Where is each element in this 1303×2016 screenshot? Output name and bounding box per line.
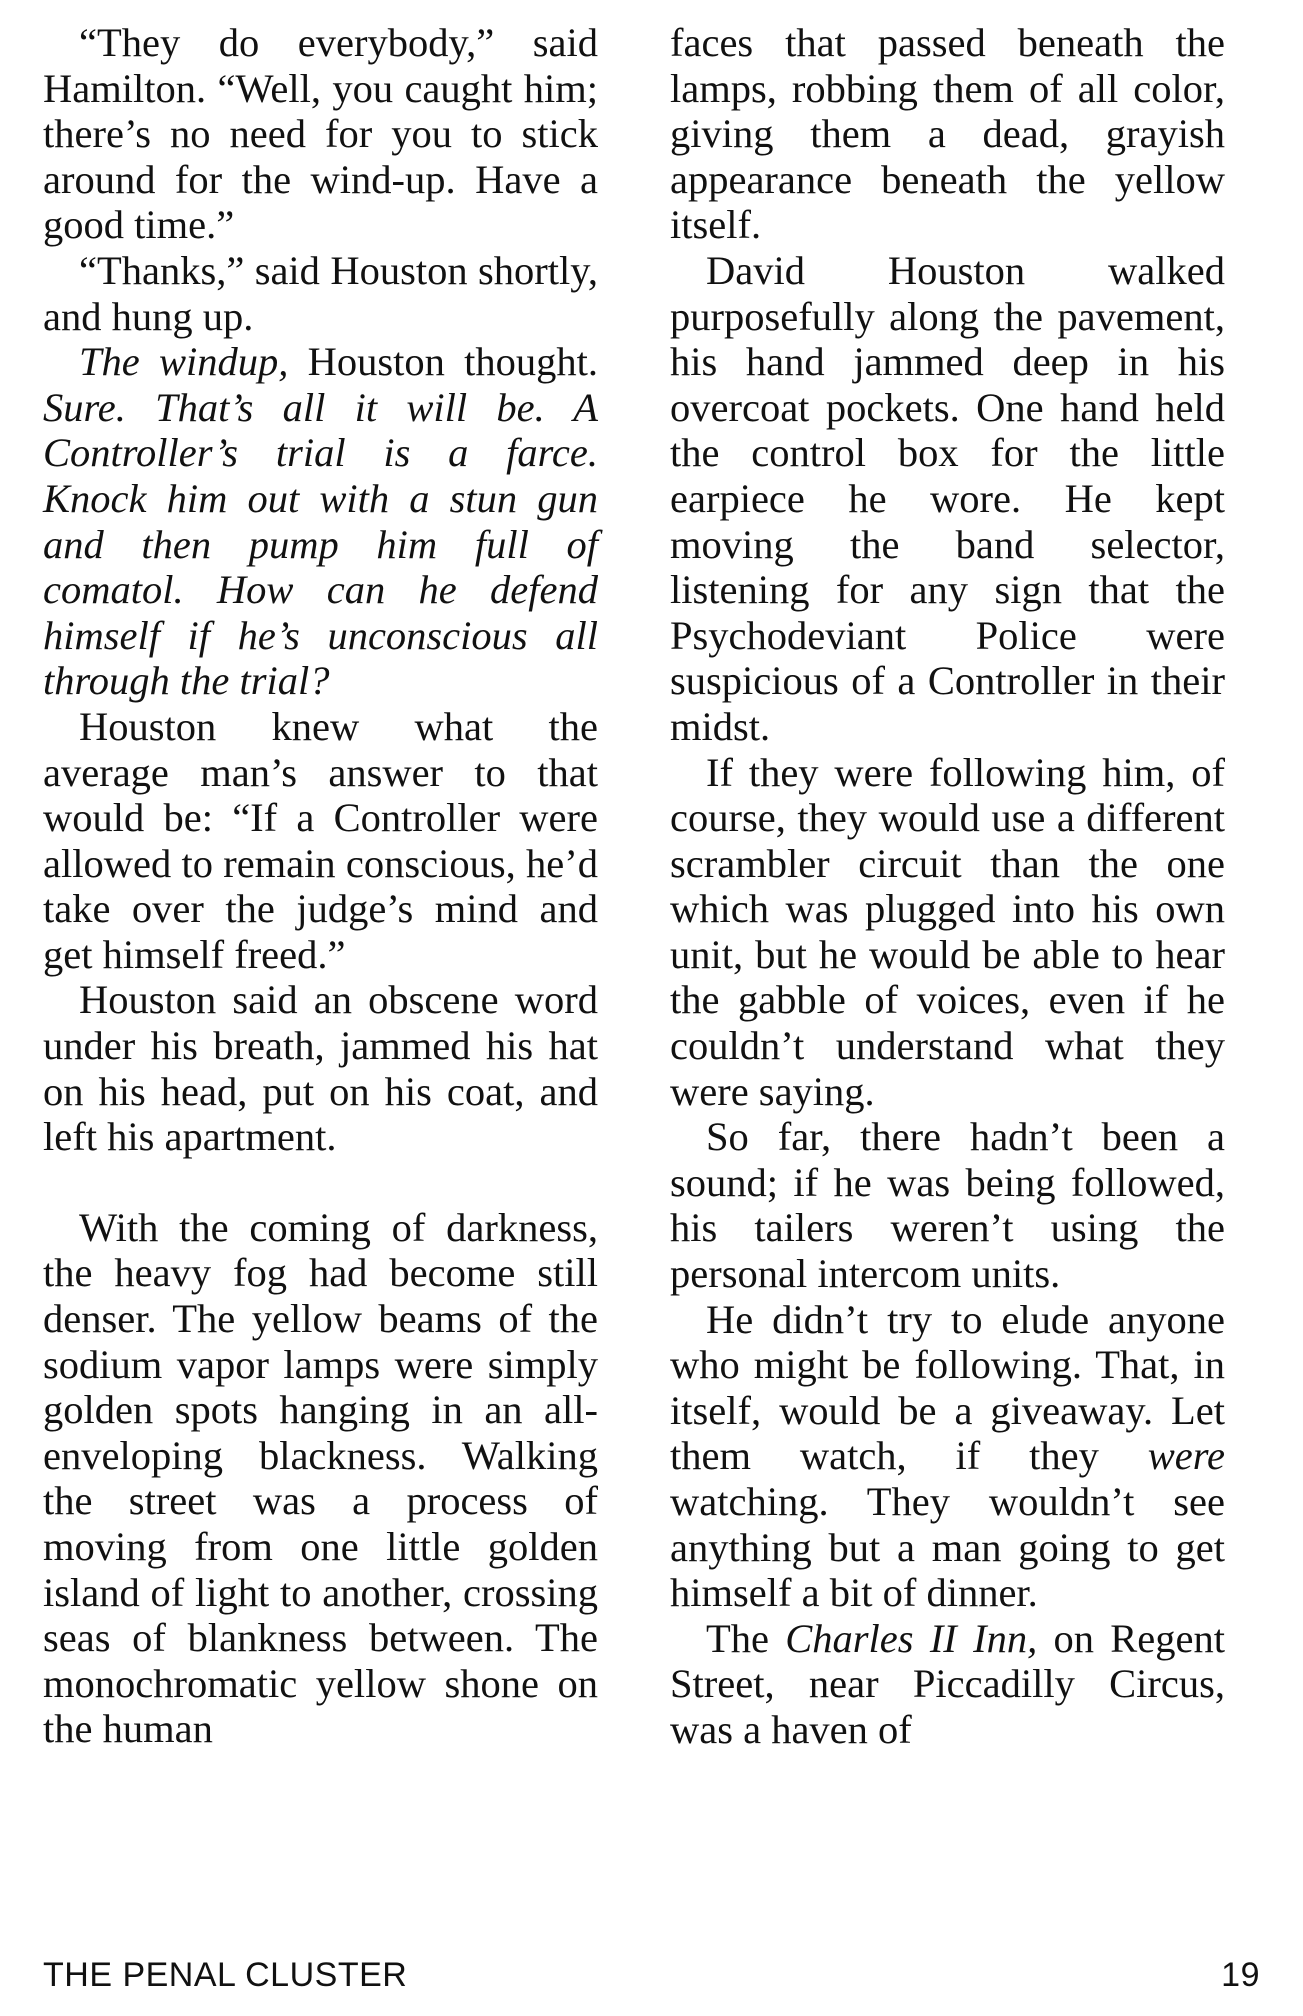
paragraph-text: on Regent Street, near Piccadilly Circus, was a haven of (670, 1615, 1226, 1752)
paragraph-text: So far, there hadn’t been a sound; if he was being followed, his tailers weren’t using the personal intercom units. (670, 1114, 1225, 1297)
paragraph (670, 1297, 1225, 1616)
paragraph (670, 248, 1225, 750)
text-column-left (43, 20, 598, 1752)
paragraph (43, 1205, 598, 1752)
paragraph (43, 339, 598, 704)
paragraph-text: faces that passed beneath the lamps, robbing them of all color, giving them a dead, grayish appearance beneath the yellow itself. (670, 20, 1225, 248)
running-title: THE PENAL CLUSTER (43, 1956, 408, 1994)
page-footer (43, 1950, 1260, 2000)
page-number: 19 (1221, 1956, 1260, 1994)
italic-text: Charles II Inn, (785, 1615, 1038, 1661)
paragraph (43, 20, 598, 248)
paragraph (43, 704, 598, 978)
paragraph (670, 1114, 1225, 1296)
paragraph-text: “Thanks,” said Houston shortly, and hung up. (43, 247, 598, 339)
paragraph-text: If they were following him, of course, they would use a different scrambler circuit than the one which was plugged into his own unit, but he would be able to hear the gabble of voices, even if he couldn’t understand what they were saying. (670, 749, 1225, 1114)
paragraph (670, 1616, 1225, 1753)
paragraph (670, 20, 1225, 248)
paragraph (43, 977, 598, 1159)
italic-text: were (1147, 1433, 1225, 1479)
paragraph-text: watching. They wouldn’t see anything but a man going to get himself a bit of dinner. (670, 1479, 1225, 1616)
paragraph-text: The (706, 1615, 786, 1661)
paragraph (43, 248, 598, 339)
paragraph-text: With the coming of darkness, the heavy fog had become still denser. The yellow beams of the sodium vapor lamps were simply golden spots hanging in an all-enveloping blackness. Walking the street was a process of moving from one little golden island of light to another, crossing seas of blankness between. The monochromatic yellow shone on the human (43, 1204, 598, 1752)
text-column-right (670, 20, 1225, 1753)
paragraph (670, 750, 1225, 1115)
paragraph-text: “They do everybody,” said Hamilton. “Well, you caught him; there’s no need for you to stick around for the wind-up. Have a good time.” (43, 20, 598, 248)
paragraph-text: Houston thought. (288, 339, 599, 385)
paragraph-text: He didn’t try to elude anyone who might be following. That, in itself, would be a giveaway. Let them watch, if they (670, 1296, 1225, 1479)
italic-text: The windup, (79, 339, 289, 385)
paragraph-text: David Houston walked purposefully along the pavement, his hand jammed deep in his overcoat pockets. One hand held the control box for the little earpiece he wore. He kept moving the band selector, listening for any sign that the Psychodeviant Police were suspicious of a Controller in their midst. (670, 247, 1225, 749)
paragraph-text: Houston knew what the average man’s answer to that would be: “If a Controller were allowed to remain conscious, he’d take over the judge’s mind and get himself freed.” (43, 703, 598, 977)
italic-text: Sure. That’s all it will be. A Controller’s trial is a farce. Knock him out with a stun gun and then pump him full of comatol. How can he defend himself if he’s unconscious all through the trial? (43, 384, 598, 704)
paragraph-text: Houston said an obscene word under his breath, jammed his hat on his head, put on his coat, and left his apartment. (43, 977, 598, 1160)
